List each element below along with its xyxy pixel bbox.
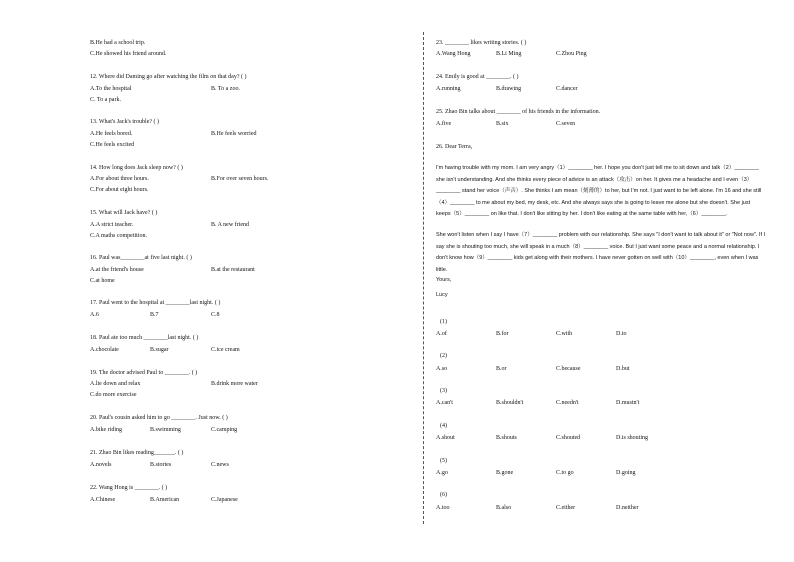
q16-option-b: B.at the restaurant bbox=[211, 267, 255, 273]
q17-option-c: C.8 bbox=[211, 312, 220, 318]
blank-6-option-c: C.either bbox=[556, 505, 576, 511]
letter-closing: Yours, bbox=[436, 277, 452, 283]
q15-option-a: A.A strict teacher. bbox=[90, 222, 134, 228]
q17-option-a: A.6 bbox=[90, 312, 99, 318]
blank-4-option-c: C.shouted bbox=[556, 435, 581, 441]
q15-option-c: C.A maths competition. bbox=[90, 233, 147, 239]
blank-2-option-c: C.because bbox=[556, 366, 581, 372]
blank-6-option-d: D.neither bbox=[616, 505, 639, 511]
q22-stem: 22. Wang Hong is ________. ( ) bbox=[90, 485, 168, 491]
q23-option-b: B.Li Ming bbox=[496, 51, 522, 57]
q23-option-c: C.Zhou Ping bbox=[556, 51, 587, 57]
q21-stem: 21. Zhao Bin likes reading_______. ( ) bbox=[90, 450, 184, 456]
q16-stem: 16. Paul was________at five last night. ( ) bbox=[90, 255, 192, 261]
prev-option-b: B.He had a school trip. bbox=[90, 40, 146, 46]
q12-option-a: A.To the hospital bbox=[90, 86, 132, 92]
q19-option-a: A.lie down and relax bbox=[90, 381, 141, 387]
letter-paragraph-1: I'm having trouble with my mom. I am very angry（1）________ her. I hope you don't just tell me to sit down and talk（2）________ she isn't understanding. And she thinks every piece of advice is an attack（攻击）on her. It gives me a headache and I even（3）________ stand her voice（声音）. She thinks I am mean（刻薄的）to her, but I'm not. I just want to be left alone. I'm 16 and she still（4）________ to me about my bed, my desk, etc. And she always says she is going to leave me alone but she doesn't. She just keeps（5）________ on like that. I don't like sitting by her. I don't like eating at the same table with her,（6）________. bbox=[436, 165, 762, 218]
q19-option-c: C.do more exercise bbox=[90, 392, 137, 398]
q24-stem: 24. Emily is good at ________. ( ) bbox=[436, 74, 519, 80]
q16-option-a: A.at the friend's house bbox=[90, 267, 144, 273]
q20-option-c: C.camping bbox=[211, 427, 238, 433]
prev-option-c: C.He showed his friend around. bbox=[90, 51, 167, 57]
blank-4-option-a: A.shout bbox=[436, 435, 455, 441]
q24-option-a: A.running bbox=[436, 86, 461, 92]
q18-option-c: C.ice cream bbox=[211, 347, 240, 353]
q20-stem: 20. Paul's cousin asked him to go ________. Just now. ( ) bbox=[90, 415, 228, 421]
q12-stem: 12. Where did Daming go after watching the film on that day? ( ) bbox=[90, 74, 247, 80]
q18-option-a: A.chocolate bbox=[90, 347, 119, 353]
q19-option-b: B.drink more water bbox=[211, 381, 258, 387]
q25-stem: 25. Zhao Bin talks about ________ of his friends in the information. bbox=[436, 109, 601, 115]
q12-option-b: B. To a zoo. bbox=[211, 86, 240, 92]
blank-3-number: (3) bbox=[440, 388, 447, 394]
blank-5-option-a: A.go bbox=[436, 470, 448, 476]
q15-stem: 15. What will Jack have? ( ) bbox=[90, 210, 158, 216]
blank-1-option-a: A.of bbox=[436, 331, 447, 337]
blank-5-option-c: C.to go bbox=[556, 470, 574, 476]
blank-1-option-d: D.to bbox=[616, 331, 627, 337]
column-divider bbox=[423, 32, 424, 524]
q20-option-a: A.bike riding bbox=[90, 427, 122, 433]
q22-option-b: B.American bbox=[150, 497, 180, 503]
q22-option-a: A.Chinese bbox=[90, 497, 116, 503]
q24-option-b: B.drawing bbox=[496, 86, 522, 92]
blank-5-option-d: D.going bbox=[616, 470, 636, 476]
q22-option-c: C.Japanese bbox=[211, 497, 238, 503]
blank-2-option-a: A.so bbox=[436, 366, 448, 372]
q12-option-c: C. To a park. bbox=[90, 97, 121, 103]
q25-option-a: A.five bbox=[436, 121, 452, 127]
blank-5-number: (5) bbox=[440, 458, 447, 464]
q19-stem: 19. The doctor advised Paul to ________. ( ) bbox=[90, 370, 198, 376]
q14-option-b: B.For over seven hours. bbox=[211, 176, 269, 182]
q13-stem: 13. What's Jack's trouble? ( ) bbox=[90, 119, 160, 125]
q26-heading: 26. Dear Terra, bbox=[436, 144, 473, 150]
q21-option-c: C.news bbox=[211, 462, 229, 468]
q21-option-a: A.novels bbox=[90, 462, 112, 468]
q17-stem: 17. Paul went to the hospital at ________last night. ( ) bbox=[90, 300, 221, 306]
letter-paragraph-2: She won't listen when I say I have（7）________ problem with our relationship. She says "I don't want to talk about it" or "Not now". If I say she is shouting too much, she will speak in a much（8）________ voice. But I just want some peace and a normal relationship. I don't know how（9）________ kids get along with their mothers. I have never gotten on well with（10）________, even when I was little. bbox=[436, 232, 766, 273]
q21-option-b: B.stories bbox=[150, 462, 172, 468]
q20-option-b: B.swimming bbox=[150, 427, 181, 433]
blank-4-option-b: B.shouts bbox=[496, 435, 517, 441]
blank-3-option-d: D.mustn't bbox=[616, 400, 640, 406]
blank-3-option-a: A.can't bbox=[436, 400, 453, 406]
q24-option-c: C.dancer bbox=[556, 86, 578, 92]
blank-1-option-b: B.for bbox=[496, 331, 509, 337]
q13-option-c: C.He feels excited bbox=[90, 142, 135, 148]
q15-option-b: B. A new friend bbox=[211, 222, 249, 228]
blank-5-option-b: B.gone bbox=[496, 470, 514, 476]
blank-6-option-a: A.too bbox=[436, 505, 450, 511]
blank-3-option-b: B.shouldn't bbox=[496, 400, 524, 406]
q18-stem: 18. Paul ate too much ________last night. ( ) bbox=[90, 335, 199, 341]
q23-option-a: A.Wang Hong bbox=[436, 51, 471, 57]
blank-4-option-d: D.is shouting bbox=[616, 435, 649, 441]
q14-option-a: A.For about three hours. bbox=[90, 176, 149, 182]
q13-option-b: B.He feels worried bbox=[211, 131, 257, 137]
q17-option-b: B.7 bbox=[150, 312, 159, 318]
blank-6-number: (6) bbox=[440, 492, 447, 498]
blank-1-option-c: C.with bbox=[556, 331, 573, 337]
blank-4-number: (4) bbox=[440, 423, 447, 429]
q16-option-c: C.at home bbox=[90, 278, 115, 284]
blank-2-option-b: B.or bbox=[496, 366, 507, 372]
blank-1-number: (1) bbox=[440, 319, 447, 325]
letter-signature: Lucy bbox=[436, 292, 448, 298]
blank-6-option-b: B.also bbox=[496, 505, 512, 511]
blank-3-option-c: C.needn't bbox=[556, 400, 579, 406]
q25-option-b: B.six bbox=[496, 121, 509, 127]
q14-option-c: C.For about eight hours. bbox=[90, 187, 149, 193]
q14-stem: 14. How long does Jack sleep now? ( ) bbox=[90, 165, 183, 171]
q18-option-b: B.sugar bbox=[150, 347, 169, 353]
q25-option-c: C.seven bbox=[556, 121, 576, 127]
blank-2-number: (2) bbox=[440, 353, 447, 359]
q13-option-a: A.He feels bored. bbox=[90, 131, 133, 137]
q23-stem: 23. ________ likes writing stories. ( ) bbox=[436, 40, 527, 46]
blank-2-option-d: D.but bbox=[616, 366, 630, 372]
